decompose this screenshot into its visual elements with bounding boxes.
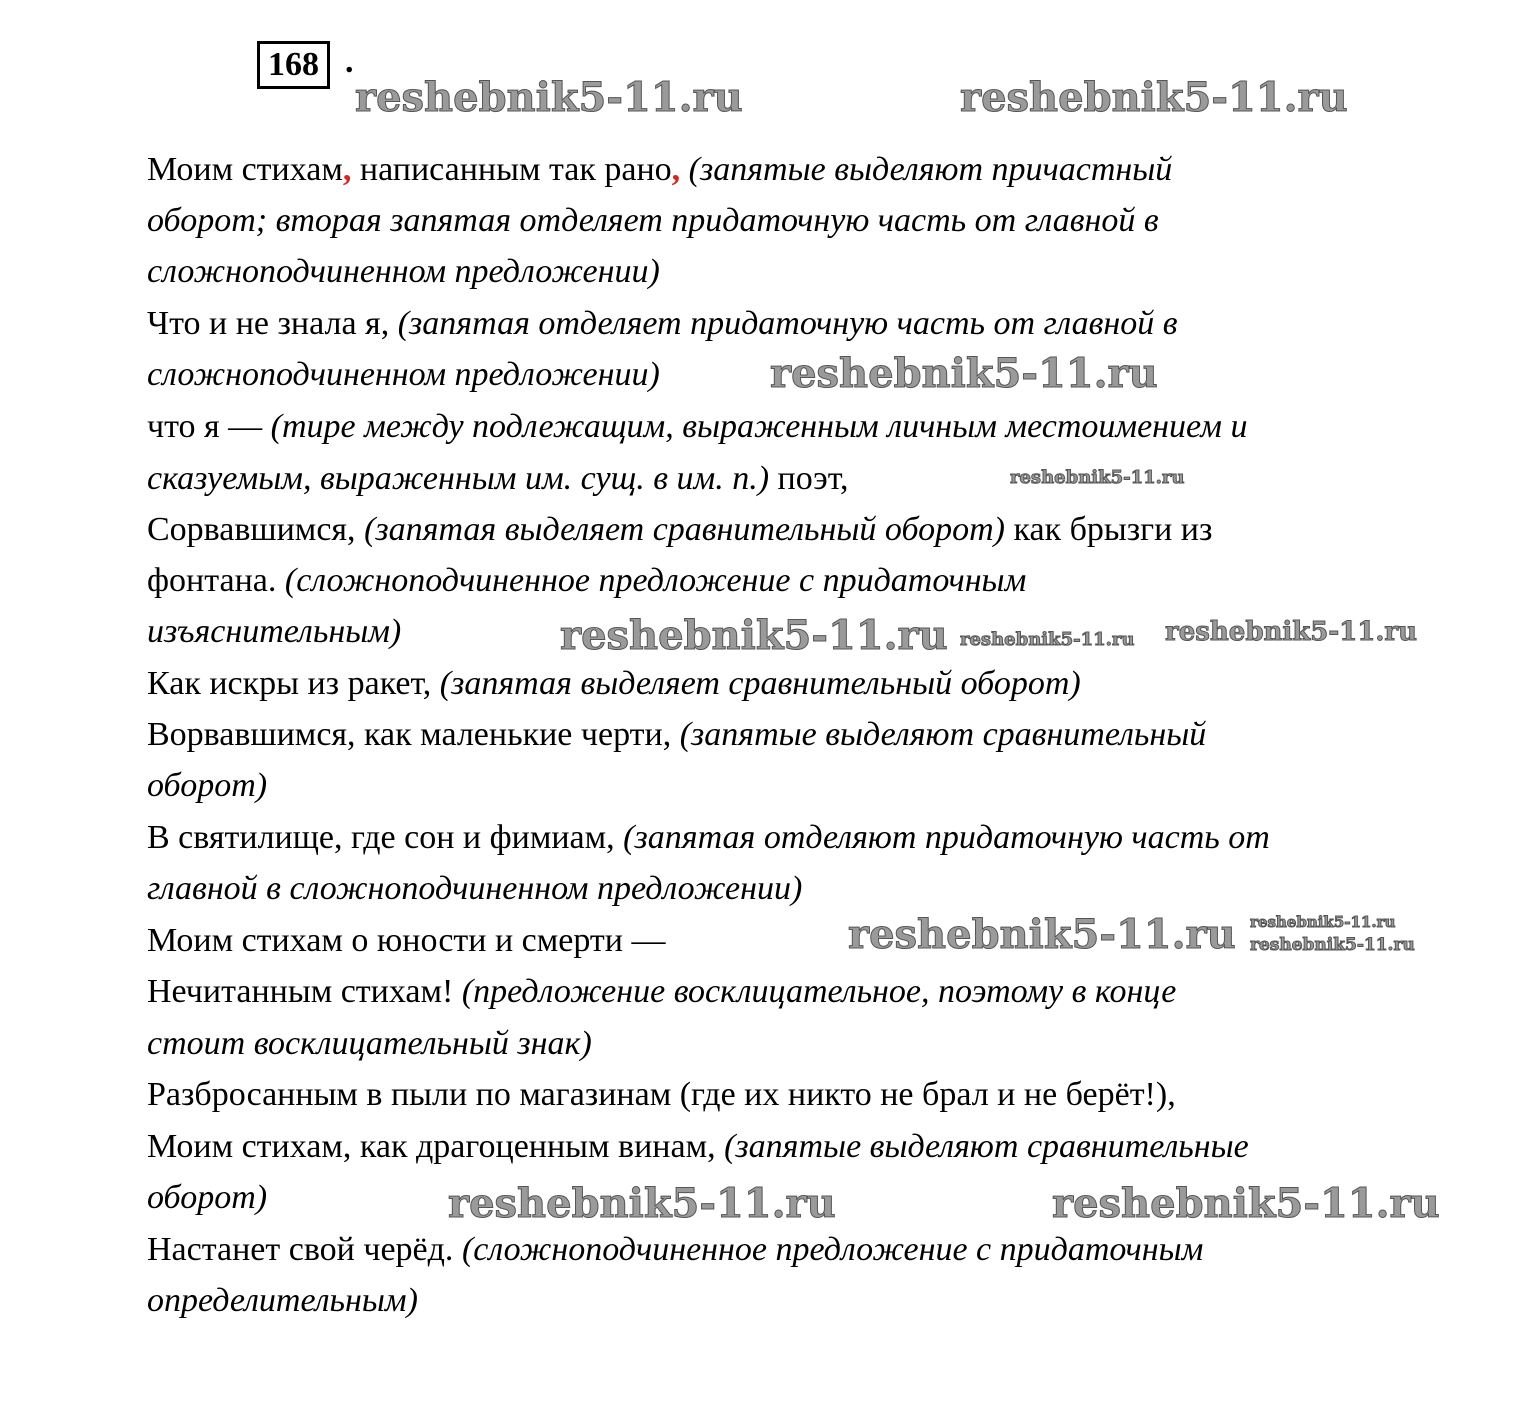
text-line bbox=[147, 612, 401, 652]
explanation-text: главной в сложноподчиненном предложении) bbox=[147, 870, 803, 907]
poem-text: фонтана. bbox=[147, 562, 285, 599]
poem-text: написанным так рано bbox=[351, 151, 672, 188]
explanation-text: (сложноподчиненное предложение с придаточным bbox=[461, 1231, 1204, 1268]
watermark: reshebnik5-11.ru bbox=[1250, 913, 1396, 931]
text-line bbox=[147, 972, 1176, 1012]
text-line bbox=[147, 1127, 1249, 1167]
text-line bbox=[147, 1230, 1203, 1270]
explanation-text: определительным) bbox=[147, 1282, 418, 1319]
text-line bbox=[147, 150, 1172, 190]
watermark: reshebnik5-11.ru bbox=[560, 612, 948, 659]
explanation-text: (предложение восклицательное, поэтому в конце bbox=[461, 973, 1177, 1010]
watermark: reshebnik5-11.ru bbox=[960, 629, 1135, 650]
explanation-text: (тире между подлежащим, выраженным личным местоимением и bbox=[270, 408, 1248, 445]
explanation-text: сложноподчиненном предложении) bbox=[147, 253, 660, 290]
poem-text: как брызги из bbox=[1004, 511, 1213, 548]
explanation-text: (запятые выделяют сравнительный bbox=[679, 716, 1207, 753]
text-line bbox=[147, 869, 802, 909]
poem-text: Как искры из ракет, bbox=[147, 665, 440, 702]
text-line bbox=[147, 459, 849, 499]
text-line bbox=[147, 201, 1159, 241]
watermark: reshebnik5-11.ru bbox=[448, 1180, 836, 1227]
poem-text: В святилище, где сон и фимиам, bbox=[147, 819, 624, 856]
watermark: reshebnik5-11.ru bbox=[1052, 1180, 1440, 1227]
watermark: reshebnik5-11.ru bbox=[355, 74, 743, 121]
explanation-text: стоит восклицательный знак) bbox=[147, 1025, 592, 1062]
text-line bbox=[147, 355, 660, 395]
watermark: reshebnik5-11.ru bbox=[1010, 467, 1185, 488]
explanation-text: оборот) bbox=[147, 1179, 268, 1216]
explanation-text: оборот) bbox=[147, 767, 268, 804]
poem-text: Настанет свой черёд. bbox=[147, 1231, 462, 1268]
poem-text: Нечитанным стихам! bbox=[147, 973, 462, 1010]
poem-text: Моим стихам bbox=[147, 151, 343, 188]
explanation-text: сложноподчиненном предложении) bbox=[147, 356, 660, 393]
poem-text: Разбросанным в пыли по магазинам (где их никто не брал и не берёт!), bbox=[147, 1076, 1176, 1113]
explanation-text: (сложноподчиненное предложение с придаточным bbox=[284, 562, 1027, 599]
poem-text: Ворвавшимся, как маленькие черти, bbox=[147, 716, 680, 753]
text-line bbox=[147, 766, 267, 806]
explanation-text: (запятая отделяет придаточную часть от главной в bbox=[397, 305, 1178, 342]
highlighted-comma: , bbox=[342, 151, 352, 188]
text-line bbox=[147, 510, 1212, 550]
text-line bbox=[147, 407, 1247, 447]
highlighted-comma: , bbox=[671, 151, 681, 188]
explanation-text: (запятая выделяет сравнительный оборот) bbox=[364, 511, 1005, 548]
text-line bbox=[147, 1075, 1176, 1115]
text-line bbox=[147, 304, 1177, 344]
watermark: reshebnik5-11.ru bbox=[848, 911, 1236, 958]
explanation-text: (запятые выделяют причастный bbox=[680, 151, 1173, 188]
explanation-text: оборот; вторая запятая отделяет придаточную часть от главной в bbox=[147, 202, 1159, 239]
watermark: reshebnik5-11.ru bbox=[1250, 935, 1415, 955]
text-line bbox=[147, 715, 1206, 755]
text-line bbox=[147, 252, 660, 292]
watermark: reshebnik5-11.ru bbox=[1165, 617, 1418, 647]
text-line bbox=[147, 664, 1081, 704]
text-line bbox=[147, 1024, 592, 1064]
explanation-text: (запятая выделяет сравнительный оборот) bbox=[439, 665, 1081, 702]
text-line bbox=[147, 1178, 267, 1218]
text-line bbox=[147, 561, 1026, 601]
explanation-text: сказуемым, выраженным им. сущ. в им. п.) bbox=[147, 460, 770, 497]
text-line bbox=[147, 1281, 418, 1321]
text-line bbox=[147, 818, 1270, 858]
poem-text: Моим стихам, как драгоценным винам, bbox=[147, 1128, 725, 1165]
watermark: reshebnik5-11.ru bbox=[960, 74, 1348, 121]
poem-text: Моим стихам о юности и смерти — bbox=[147, 922, 666, 959]
poem-text: поэт, bbox=[769, 460, 849, 497]
poem-text: что я — bbox=[147, 408, 271, 445]
exercise-number: 168 bbox=[257, 41, 330, 89]
explanation-text: (запятая отделяют придаточную часть от bbox=[623, 819, 1270, 856]
poem-text: Что и не знала я, bbox=[147, 305, 398, 342]
exercise-number-dot: . bbox=[345, 43, 354, 80]
text-line bbox=[147, 921, 665, 961]
explanation-text: (запятые выделяют сравнительные bbox=[724, 1128, 1249, 1165]
watermark: reshebnik5-11.ru bbox=[770, 350, 1158, 397]
explanation-text: изъяснительным) bbox=[147, 613, 402, 650]
poem-text: Сорвавшимся, bbox=[147, 511, 365, 548]
